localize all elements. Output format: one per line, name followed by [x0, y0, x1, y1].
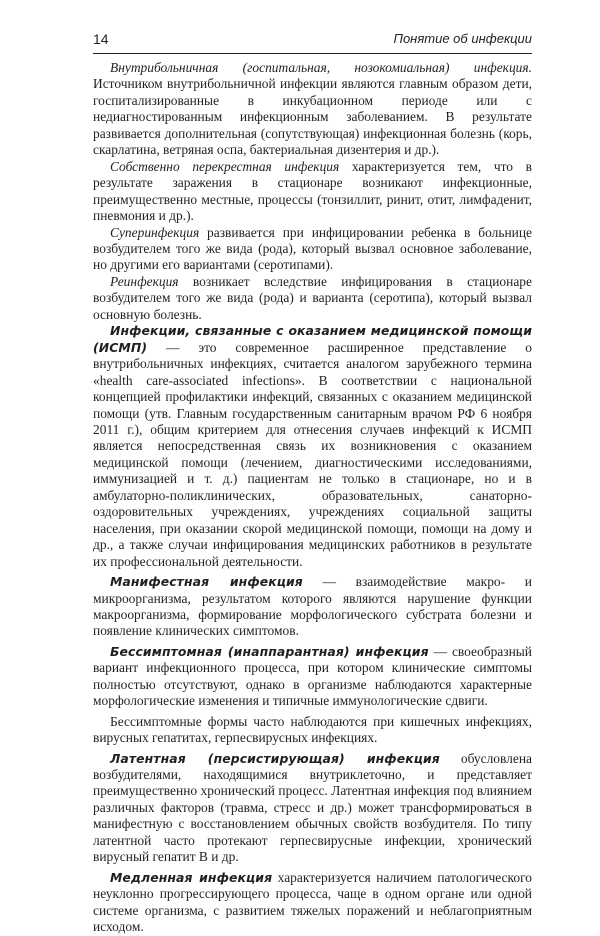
page-header [93, 27, 532, 54]
paragraph-text: характеризуется тем, что в результате заражения в стационаре возникают инфекционные, преимущественно местные, процессы (тонзиллит, ринит, отит, лимфаденит, пневмония и др.). [93, 158, 532, 224]
paragraph-ismp [93, 323, 532, 570]
paragraph-text: возникает вследствие инфицирования в стационаре возбудителем того же вида (рода) и варианта (серотипа), который вызвал основную болезнь. [93, 273, 532, 322]
term-nosocomial-infection: Внутрибольничная (госпитальная, нозокомиальная) инфекция. [110, 60, 532, 75]
term-cross-infection: Собственно перекрестная инфекция [110, 158, 340, 174]
paragraph-text: — это современное расширенное представление о внутрибольничных инфекциях, считается аналогом зарубежного термина «health care-associated infections». В соответствии с национальной концепцией профилактики инфекций, связанных с оказанием медицинской помощи (утв. Главным государственным санитарным врачом РФ 6 ноября 2011 г.), общим критерием для отнесения случаев инфекций к ИСМП является непосредственная связь их возникновения с оказанием медицинской помощи (лечением, диагностическими исследованиями, иммунизацией и т. д.) пациентам не только в стационаре, но и в амбулаторно-поликлинических, образовательных, санаторно-оздоровительных учреждениях, учреждениях социальной защиты населения, при оказании скорой медицинской помощи, помощи на дому и др., а также случаи инфицирования медицинских работников в результате их профессиональной деятельности. [93, 339, 532, 569]
paragraph-asymptomatic-forms [93, 714, 532, 747]
term-superinfection: Суперинфекция [110, 224, 200, 240]
paragraph-text: характеризуется наличием патологического неуклонно прогрессирующего процесса, чаще в одном органе или одной системе организма, с развитием тяжелых поражений и неблагоприятным исходом. [93, 869, 532, 935]
paragraph-text: Бессимптомные формы часто наблюдаются при кишечных инфекциях, вирусных гепатитах, герпесвирусных инфекциях. [93, 713, 532, 746]
term-slow-infection: Медленная инфекция [110, 869, 273, 885]
paragraph-reinfection [93, 274, 532, 323]
paragraph-cross-infection [93, 159, 532, 225]
page-number: 14 [93, 31, 109, 47]
paragraph-superinfection [93, 225, 532, 274]
paragraph-manifest-infection [93, 574, 532, 640]
paragraph-nosocomial-infection [93, 60, 532, 159]
term-latent-infection: Латентная (персистирующая) инфекция [110, 750, 440, 766]
paragraph-text: — своеобразный вариант инфекционного процесса, при котором клинические симптомы полностью отсутствуют, однако в организме наблюдаются характерные морфологические изменения и типичные иммунологические сдвиги. [93, 643, 532, 709]
running-title: Понятие об инфекции [393, 31, 532, 46]
paragraph-text: — взаимодействие макро- и микроорганизма, результатом которого являются нарушение функции макроорганизма, формирование морфологического субстрата болезни и появление клинических симптомов. [93, 574, 532, 639]
paragraph-text: Источником внутрибольничной инфекции являются главным образом дети, госпитализированные в инкубационном периоде или с недиагностированным инфекционным заболеванием. В результате развивается дополнительная (сопутствующая) инфекционная болезнь (корь, скарлатина, ветряная оспа, бактериальная дизентерия и др.). [93, 76, 532, 158]
term-manifest-infection: Манифестная инфекция [110, 574, 303, 590]
paragraph-slow-infection [93, 870, 532, 936]
paragraph-asymptomatic-infection [93, 644, 532, 710]
term-ismp: Инфекции, связанные с оказанием медицинской помощи (ИСМП) [93, 323, 532, 355]
body-text [93, 60, 532, 936]
paragraph-text: обусловлена возбудителями, находящимися внутриклеточно, и представляет преимущественно хронический процесс. Латентная инфекция под влиянием различных факторов (травма, стресс и др.) может трансформироваться в манифестную с восстановлением обычных свойств возбудителя. По типу латентной часто протекают герпесвирусные инфекции, хронический вирусный гепатит В и др. [93, 750, 532, 865]
paragraph-text: развивается при инфицировании ребенка в больнице возбудителем того же вида (рода), который вызвал основное заболевание, но другими его вариантами (серотипами). [93, 224, 532, 273]
term-asymptomatic-infection: Бессимптомная (инаппарантная) инфекция [110, 643, 429, 659]
paragraph-latent-infection [93, 751, 532, 866]
term-reinfection: Реинфекция [110, 273, 179, 289]
